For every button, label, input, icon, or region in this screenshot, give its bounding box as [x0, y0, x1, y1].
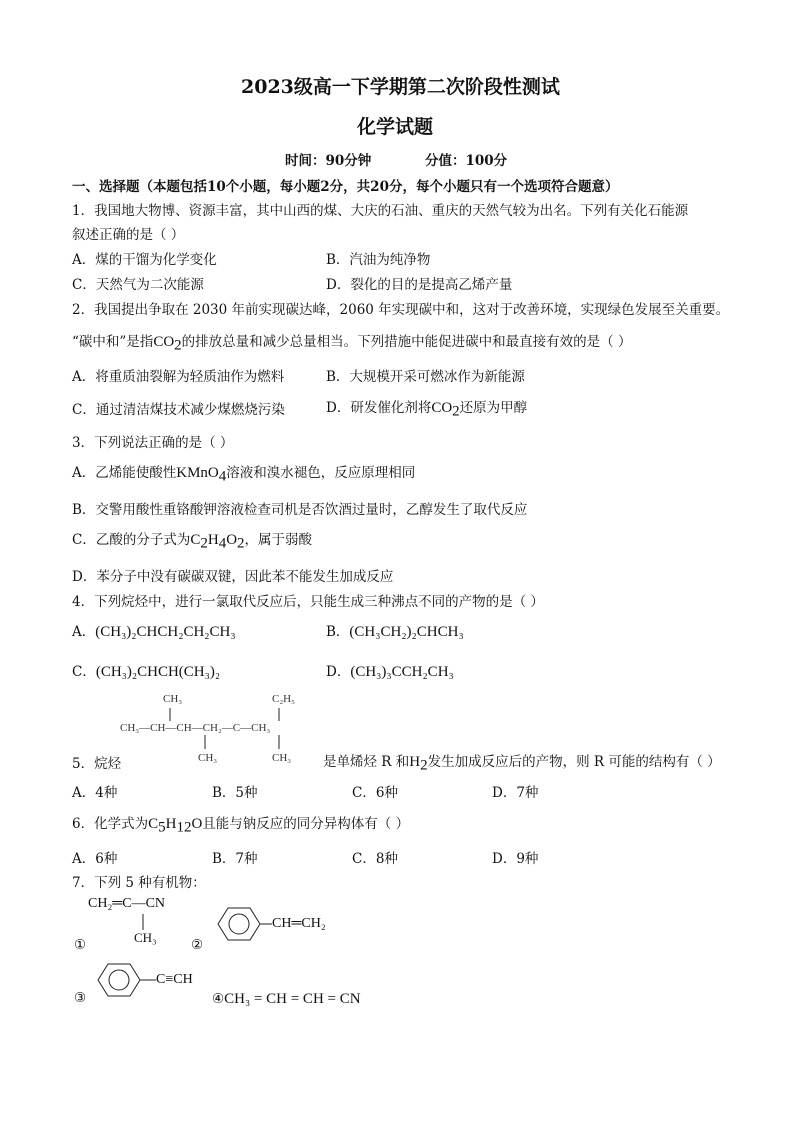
section-heading: 一、选择题（本题包括10个小题，每小题2分，共20分，每个小题只有一个选项符合题意）	[72, 179, 619, 195]
question-1-option-a: A．煤的干馏为化学变化	[72, 252, 217, 268]
q7-label-1: ①	[74, 937, 87, 953]
question-4-stem: 4．下列烷烃中，进行一氯取代反应后，只能生成三种沸点不同的产物的是（ ）	[72, 594, 544, 610]
q5-struct-top-ethyl: C₂H₅	[272, 693, 295, 705]
question-1-option-d: D．裂化的目的是提高乙烯产量	[326, 277, 513, 293]
question-4-option-c: C．(CH₃)₂CHCH(CH₃)₂	[72, 664, 221, 680]
question-3-option-d: D．苯分子中没有碳碳双键，因此苯不能发生加成反应	[72, 569, 394, 585]
q5-struct-main-chain: CH₃—CH—CH—CH₂—C—CH₃	[120, 722, 271, 734]
question-1-option-c: C．天然气为二次能源	[72, 277, 204, 293]
question-6-option-c: C．8种	[352, 851, 398, 867]
question-1-stem-line2: 叙述正确的是（ ）	[72, 227, 185, 243]
question-5-stem: 是单烯烃 R 和$H_2$发生加成反应后的产物，则 R 可能的结构有（ ）	[323, 754, 721, 774]
question-2-stem-line2: “碳中和”是指$CO_2$的排放总量和减少总量相当。下列措施中能促进碳中和最直接有效的是（ ）	[72, 334, 632, 354]
question-2-option-b: B．大规模开采可燃冰作为新能源	[326, 369, 525, 385]
q7-molecule-2-group: CH═CH₂	[272, 916, 326, 931]
question-2-option-d: D．研发催化剂将$CO_2$还原为甲醇	[326, 400, 528, 420]
question-2-option-a: A．将重质油裂解为轻质油作为燃料	[72, 369, 285, 385]
q7-molecule-4: ④CH₃ = CH = CH = CN	[212, 991, 361, 1007]
question-1-option-b: B．汽油为纯净物	[326, 252, 431, 268]
page-subtitle: 化学试题	[357, 116, 434, 138]
question-5-option-c: C．6种	[352, 785, 398, 801]
q5-struct-bottom-methyl-1: CH₃	[198, 752, 218, 764]
q7-molecule-1-bond	[140, 912, 146, 932]
question-5-option-a: A．4种	[72, 785, 118, 801]
question-6-option-a: A．6种	[72, 851, 118, 867]
page-title: 2023级高一下学期第二次阶段性测试	[241, 76, 560, 98]
question-4-option-a: A．(CH₃)₂CHCH₂CH₂CH₃	[72, 624, 236, 640]
q7-molecule-3-group: C≡CH	[156, 972, 193, 987]
q5-struct-top-methyl: CH₃	[163, 693, 183, 705]
question-1-stem-line1: 1．我国地大物博、资源丰富，其中山西的煤、大庆的石油、重庆的天然气较为出名。下列有关化石能源	[72, 203, 689, 219]
q7-molecule-1-methyl: CH₃	[134, 930, 157, 945]
question-7-stem: 7．下列 5 种有机物：	[72, 875, 206, 891]
q7-label-3: ③	[74, 990, 87, 1006]
question-5-stem-prefix: 5．烷烃	[72, 756, 122, 772]
q7-label-2: ②	[191, 937, 204, 953]
exam-time: 时间：90分钟	[285, 153, 372, 169]
question-5-option-d: D．7种	[492, 785, 539, 801]
question-3-stem: 3．下列说法正确的是（ ）	[72, 435, 234, 451]
question-3-option-c: C．乙酸的分子式为$C_2H_4O_2$，属于弱酸	[72, 532, 313, 552]
question-3-option-b: B．交警用酸性重铬酸钾溶液检查司机是否饮酒过量时，乙醇发生了取代反应	[72, 502, 528, 518]
question-2-option-c: C．通过清洁煤技术减少煤燃烧污染	[72, 402, 285, 418]
question-6-stem: 6．化学式为$C_5H_{12}O$且能与钠反应的同分异构体有（ ）	[72, 816, 410, 836]
question-4-option-d: D．(CH₃)₃CCH₂CH₃	[326, 664, 454, 680]
benzene-ring-icon	[86, 960, 156, 1000]
q5-struct-bottom-methyl-2: CH₃	[272, 752, 292, 764]
exam-score: 分值：100分	[425, 153, 508, 169]
question-4-option-b: B．(CH₃CH₂)₂CHCH₃	[326, 624, 464, 640]
q7-molecule-1-main: CH₂═C—CN	[88, 896, 166, 911]
question-6-option-b: B．7种	[212, 851, 258, 867]
question-3-option-a: A．乙烯能使酸性KMnO$_4$溶液和溴水褪色，反应原理相同	[72, 465, 416, 485]
question-5-option-b: B．5种	[212, 785, 258, 801]
benzene-ring-icon	[206, 904, 272, 944]
question-6-option-d: D．9种	[492, 851, 539, 867]
question-2-stem-line1: 2．我国提出争取在 2030 年前实现碳达峰，2060 年实现碳中和，这对于改善环境，实现绿色发展至关重要。	[72, 302, 730, 318]
